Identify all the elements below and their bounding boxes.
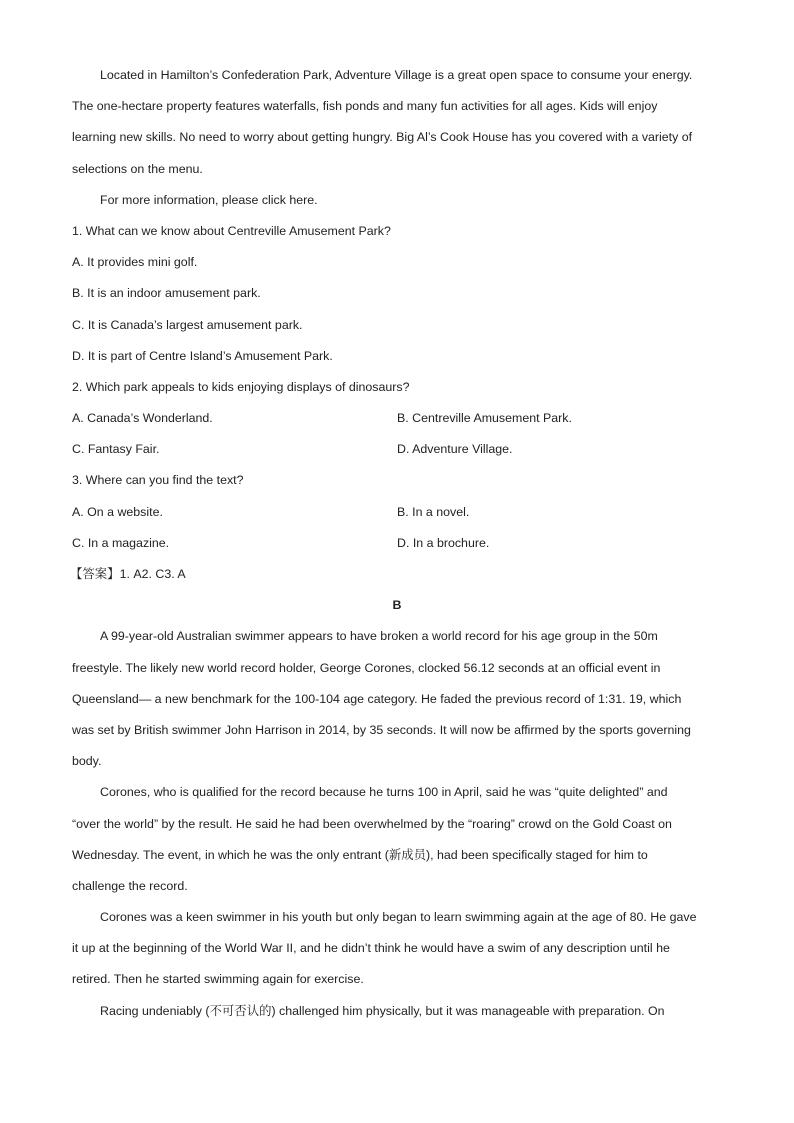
question-1-option-c: C. It is Canada’s largest amusement park. <box>72 317 303 332</box>
question-2-option-d: D. Adventure Village. <box>397 442 513 457</box>
text-line: selections on the menu. <box>72 161 203 176</box>
passage-a-paragraph <box>72 60 722 185</box>
question-3-option-b: B. In a novel. <box>397 504 470 519</box>
text-line: learning new skills. No need to worry about getting hungry. Big Al’s Cook House has you covered with a variety of <box>72 130 693 145</box>
question-3-stem: 3. Where can you find the text? <box>72 473 244 488</box>
question-3-option-c: C. In a magazine. <box>72 535 170 550</box>
answer-line <box>70 559 722 590</box>
section-b-paragraph-1 <box>72 621 722 777</box>
section-b-paragraph-3 <box>72 902 722 996</box>
question-1-option-b: B. It is an indoor amusement park. <box>72 286 261 301</box>
document-page <box>72 60 722 1027</box>
question-2-stem: 2. Which park appeals to kids enjoying displays of dinosaurs? <box>72 379 410 394</box>
text-line: challenge the record. <box>72 878 188 893</box>
question-2-option-c: C. Fantasy Fair. <box>72 442 160 457</box>
answer-tag: 【答案】 <box>70 567 120 581</box>
text-line: body. <box>72 754 102 769</box>
question-3-option-d: D. In a brochure. <box>397 535 490 550</box>
question-3-options-row-2 <box>72 528 722 559</box>
question-3-options-row-1 <box>72 497 722 528</box>
question-1-option-a: A. It provides mini golf. <box>72 255 198 270</box>
text-line: Queensland— a new benchmark for the 100-104 age category. He faded the previous record of 1:31. 19, which <box>72 691 682 706</box>
text-line: freestyle. The likely new world record holder, George Corones, clocked 56.12 seconds at an official event in <box>72 660 661 675</box>
question-2-options-row-2 <box>72 434 722 465</box>
text-line: Corones was a keen swimmer in his youth but only began to learn swimming again at the age of 80. He gave <box>100 910 697 925</box>
text-line: Racing undeniably (不可否认的) challenged him physically, but it was manageable with preparation. On <box>100 1003 665 1018</box>
question-1-stem: 1. What can we know about Centreville Amusement Park? <box>72 223 391 238</box>
section-b-paragraph-4 <box>72 996 722 1027</box>
question-2-option-b: B. Centreville Amusement Park. <box>397 411 572 426</box>
section-b-paragraph-2 <box>72 777 722 902</box>
answer-text: 1. A2. C3. A <box>119 567 186 581</box>
question-2-options-row-1 <box>72 403 722 434</box>
text-line: Located in Hamilton’s Confederation Park, Adventure Village is a great open space to consume your energy. <box>100 68 693 82</box>
question-3-option-a: A. On a website. <box>72 504 163 519</box>
question-1-option-d: D. It is part of Centre Island’s Amusement Park. <box>72 348 333 363</box>
section-b-heading: B <box>392 598 402 613</box>
text-line: Wednesday. The event, in which he was the only entrant (新成员), had been specifically staged for him to <box>72 847 648 862</box>
text-line: retired. Then he started swimming again for exercise. <box>72 972 364 987</box>
question-2-option-a: A. Canada’s Wonderland. <box>72 411 213 426</box>
text-line: it up at the beginning of the World War II, and he didn’t think he would have a swim of any description until he <box>72 941 670 956</box>
text-line: A 99-year-old Australian swimmer appears to have broken a world record for his age group in the 50m <box>100 629 658 644</box>
text-line: The one-hectare property features waterfalls, fish ponds and many fun activities for all ages. Kids will enjoy <box>72 99 658 114</box>
text-line: “over the world” by the result. He said he had been overwhelmed by the “roaring” crowd on the Gold Coast on <box>72 816 672 831</box>
more-info-link-text: For more information, please click here. <box>100 192 318 207</box>
text-line: was set by British swimmer John Harrison in 2014, by 35 seconds. It will now be affirmed by the sports governing <box>72 722 691 737</box>
text-line: Corones, who is qualified for the record because he turns 100 in April, said he was “quite delighted” and <box>100 785 668 800</box>
